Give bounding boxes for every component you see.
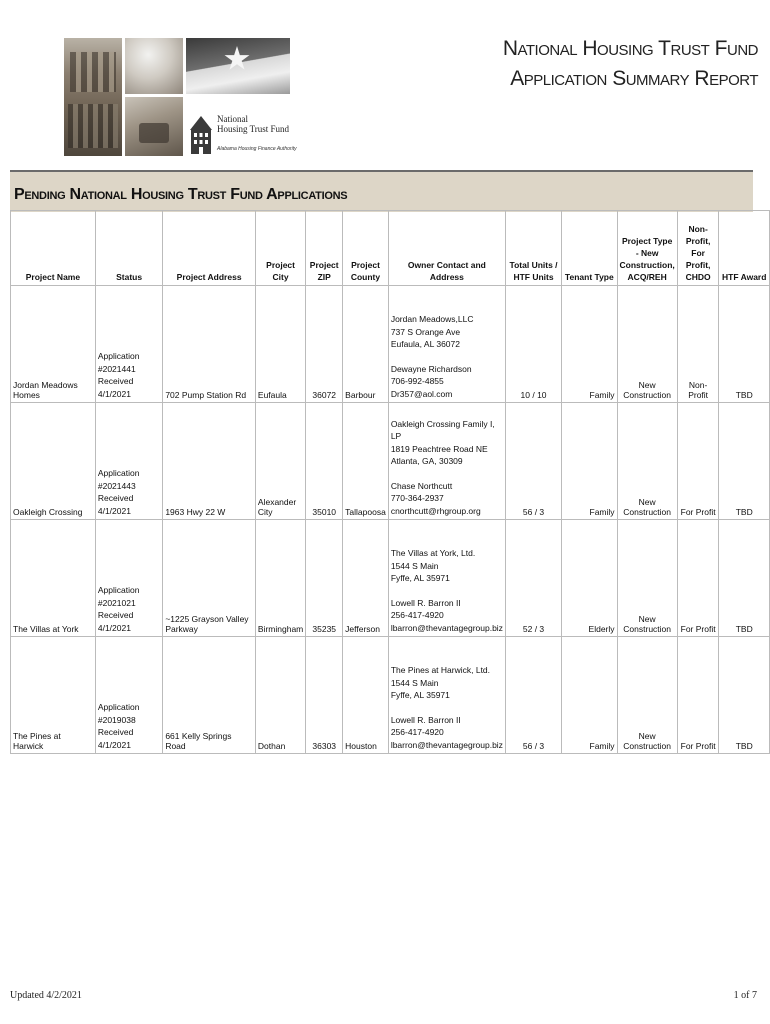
flag-star-icon bbox=[224, 46, 250, 72]
cell-tenant-type: Elderly bbox=[562, 520, 617, 637]
cell-project-type: New Construction bbox=[617, 403, 677, 520]
cell-city: Dothan bbox=[255, 637, 305, 754]
col-header-project-city: Project City bbox=[255, 211, 305, 286]
cell-units: 52 / 3 bbox=[505, 520, 561, 637]
cell-address: ~1225 Grayson Valley Parkway bbox=[163, 520, 256, 637]
cell-city: Alexander City bbox=[255, 403, 305, 520]
cell-units: 56 / 3 bbox=[505, 403, 561, 520]
cell-city: Birmingham bbox=[255, 520, 305, 637]
table-row bbox=[11, 520, 770, 637]
cell-non-profit: For Profit bbox=[677, 403, 719, 520]
table-row bbox=[11, 286, 770, 403]
flag-photo bbox=[186, 38, 290, 94]
cell-htf-award: TBD bbox=[719, 637, 770, 754]
cell-htf-award: TBD bbox=[719, 286, 770, 403]
cell-non-profit: For Profit bbox=[677, 520, 719, 637]
updated-date: Updated 4/2/2021 bbox=[10, 990, 82, 1001]
col-header-tenant-type: Tenant Type bbox=[562, 211, 617, 286]
col-header-total-units: Total Units / HTF Units bbox=[505, 211, 561, 286]
nhtf-logo bbox=[188, 112, 298, 156]
cell-units: 56 / 3 bbox=[505, 637, 561, 754]
cell-county: Barbour bbox=[343, 286, 389, 403]
col-header-project-zip: Project ZIP bbox=[306, 211, 343, 286]
cell-project-type: New Construction bbox=[617, 286, 677, 403]
cell-address: 1963 Hwy 22 W bbox=[163, 403, 256, 520]
cell-zip: 36303 bbox=[306, 637, 343, 754]
report-title bbox=[503, 34, 758, 94]
cell-address: 661 Kelly Springs Road bbox=[163, 637, 256, 754]
logo-text: National Housing Trust Fund bbox=[217, 114, 290, 134]
cell-zip: 35010 bbox=[306, 403, 343, 520]
cell-owner-contact: The Villas at York, Ltd. 1544 S Main Fyffe, AL 35971 Lowell R. Barron II 256-417-4920 lbarron@thevantagegroup.biz bbox=[388, 520, 505, 637]
cell-zip: 36072 bbox=[306, 286, 343, 403]
applications-table bbox=[10, 210, 770, 754]
logo-subtitle: Alabama Housing Finance Authority bbox=[217, 146, 297, 152]
cell-county: Tallapoosa bbox=[343, 403, 389, 520]
cell-project-name: Oakleigh Crossing bbox=[11, 403, 96, 520]
cell-htf-award: TBD bbox=[719, 520, 770, 637]
page-number: 1 of 7 bbox=[733, 990, 757, 1001]
cell-status: Application #2021441 Received 4/1/2021 bbox=[95, 286, 162, 403]
cell-status: Application #2021021 Received 4/1/2021 bbox=[95, 520, 162, 637]
cell-tenant-type: Family bbox=[562, 403, 617, 520]
cell-project-name: Jordan Meadows Homes bbox=[11, 286, 96, 403]
col-header-status: Status bbox=[95, 211, 162, 286]
cell-project-name: The Villas at York bbox=[11, 520, 96, 637]
cell-units: 10 / 10 bbox=[505, 286, 561, 403]
col-header-project-name: Project Name bbox=[11, 211, 96, 286]
cell-address: 702 Pump Station Rd bbox=[163, 286, 256, 403]
report-title-line2: Application Summary Report bbox=[510, 67, 758, 90]
cell-project-type: New Construction bbox=[617, 520, 677, 637]
cell-project-name: The Pines at Harwick bbox=[11, 637, 96, 754]
cell-county: Jefferson bbox=[343, 520, 389, 637]
table-header-row bbox=[11, 211, 770, 286]
cell-htf-award: TBD bbox=[719, 403, 770, 520]
col-header-project-county: Project County bbox=[343, 211, 389, 286]
cell-owner-contact: Oakleigh Crossing Family I, LP 1819 Peachtree Road NE Atlanta, GA, 30309 Chase Northcutt 770-364-2937 cnorthcutt@rhgroup.org bbox=[388, 403, 505, 520]
cell-city: Eufaula bbox=[255, 286, 305, 403]
interior-photo bbox=[125, 38, 183, 94]
cell-tenant-type: Family bbox=[562, 637, 617, 754]
section-header-band bbox=[10, 170, 753, 212]
cell-zip: 35235 bbox=[306, 520, 343, 637]
col-header-non-profit: Non-Profit, For Profit, CHDO bbox=[677, 211, 719, 286]
col-header-htf-award: HTF Award bbox=[719, 211, 770, 286]
house-logo-icon bbox=[188, 112, 214, 156]
building-photo bbox=[64, 38, 122, 156]
table-row bbox=[11, 637, 770, 754]
cell-non-profit: Non-Profit bbox=[677, 286, 719, 403]
col-header-project-address: Project Address bbox=[163, 211, 256, 286]
cell-tenant-type: Family bbox=[562, 286, 617, 403]
cell-status: Application #2021443 Received 4/1/2021 bbox=[95, 403, 162, 520]
table-row bbox=[11, 403, 770, 520]
cell-owner-contact: Jordan Meadows,LLC 737 S Orange Ave Eufaula, AL 36072 Dewayne Richardson 706-992-4855 Dr357@aol.com bbox=[388, 286, 505, 403]
report-title-line1: National Housing Trust Fund bbox=[502, 37, 758, 60]
cell-non-profit: For Profit bbox=[677, 637, 719, 754]
cell-county: Houston bbox=[343, 637, 389, 754]
col-header-owner-contact: Owner Contact and Address bbox=[388, 211, 505, 286]
dining-room-photo bbox=[125, 97, 183, 156]
col-header-project-type: Project Type - New Construction, ACQ/REH bbox=[617, 211, 677, 286]
section-title: Pending National Housing Trust Fund Applications bbox=[14, 186, 348, 203]
cell-project-type: New Construction bbox=[617, 637, 677, 754]
cell-owner-contact: The Pines at Harwick, Ltd. 1544 S Main Fyffe, AL 35971 Lowell R. Barron II 256-417-4920 lbarron@thevantagegroup.biz bbox=[388, 637, 505, 754]
cell-status: Application #2019038 Received 4/1/2021 bbox=[95, 637, 162, 754]
